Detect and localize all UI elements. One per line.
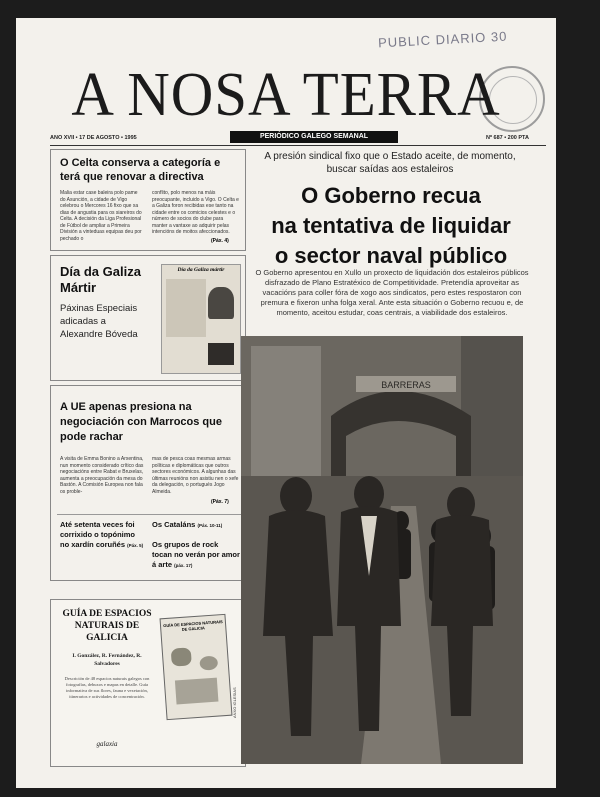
masthead-title: A NOSA TERRA (71, 61, 501, 129)
galiza-martir-text: Páxinas Especiais adicadas a Alexandre Bóveda (60, 303, 138, 340)
toponimo-page-ref: (Páx. 5) (127, 543, 144, 548)
newspaper-page (16, 18, 556, 788)
thumbnail-article (166, 279, 206, 337)
special-pages-thumbnail[interactable] (161, 264, 241, 374)
lead-headline-line2: na tentativa de liquidar (271, 213, 511, 238)
ue-page-ref[interactable]: (Páx. 7) (211, 499, 229, 505)
lead-headline-line1: O Goberno recua (301, 183, 481, 208)
ad-title: GUÍA DE ESPACIOS NATURAIS DE GALICIA (62, 609, 152, 643)
celta-page-ref[interactable]: (Páx. 4) (211, 238, 229, 244)
issue-date: ANO XVII • 17 DE AGOSTO • 1995 (50, 135, 137, 141)
rock-text: Os grupos de rock tocan no verán por amor á arte (152, 540, 240, 569)
book-advert[interactable] (50, 599, 246, 767)
protest-march-image (241, 336, 523, 764)
catalans-text: Os Cataláns (152, 520, 196, 529)
galiza-martir-box (50, 255, 246, 381)
book-cover (160, 614, 233, 720)
ad-description: Descrición de 48 espacios naturais galegos con fotografías, debuxos e mapas en detalle. Guía informativa de sus flores, fauna e vexetación, itinerarios e actividades de concentración. (64, 676, 150, 699)
archive-stamp: PUBLIC DIARIO 30 (377, 28, 508, 51)
ue-marrocos-box (50, 385, 246, 581)
ue-headline[interactable]: A UE apenas presiona na negociación con Marrocos que pode rachar (60, 401, 222, 443)
ad-authors: I. González, R. Fernández, R. Salvadores (72, 653, 142, 667)
toponimo-teaser[interactable] (60, 520, 144, 551)
portrait-image (208, 287, 234, 319)
masthead-rule (50, 145, 546, 146)
photo-credit: ANXO IGLESIAS (232, 687, 237, 718)
rock-teaser[interactable] (152, 540, 240, 571)
divider (57, 514, 241, 515)
celta-headline[interactable]: O Celta conserva a categoría e terá que renovar a directiva (60, 157, 221, 183)
thumbnail-title: Día da Galiza mártir (177, 267, 225, 273)
issue-price: Nº 687 • 200 PTA (486, 135, 529, 141)
toponimo-text: Até setenta veces foi corrixido o topónimo no xardín coruñés (60, 520, 135, 549)
publisher-logo: galaxia (96, 740, 118, 748)
celta-text-col2: conflito, polo menos na máis preocupante, incluido a Vigo. O Celta e a Galiza foron recibidas ese tanto na cidade entre os comicios celestes e o número de socios do clube para manter a vantaxe ao adquirir pelas intencións de moitos afeccionados. (152, 190, 239, 235)
catalans-teaser[interactable] (152, 520, 240, 531)
landscape-illustration (175, 678, 219, 705)
celta-text-col1: Malia estar case baleira polo pame do Asunción, a cidade de Vigo celebrou o Mercores 16 fixo que xa dias de angustia para os siareiros do Celta. A decisión da Liga Profesional de Fútbol de ampliar a Primeira División a vinteduas equipas deu por pechado o (60, 190, 142, 242)
ue-text-col1: A visita de Emma Bonino a Arxentina, nun momento considerado crítico das negociacións entre Rabat e Bruxelas, aumenta a preocupación da mesa do Bastón. A Comisión Europea non fala os proble- (60, 456, 144, 495)
lead-body: O Goberno apresentou en Xullo un proxecto de liquidación dos estaleiros públicos disfrazado de Plano Estratéxico de Competitividade. Pretendía aproveitar as vacacións para coller fóra de xogo aos sindicatos, pero estes respostaron con premura e fixeron unha folga xeral. Ante esta situación o Goberno recuou e, de momento, aceitou estudar, coas centrais, a viabilidade dos estaleiros. (255, 268, 529, 317)
plant-illustration (171, 647, 192, 666)
book-cover-title: GUÍA DE ESPACIOS NATURAIS DE GALICIA (163, 619, 223, 632)
arch-sign-text: BARRERAS (381, 380, 431, 390)
thumbnail-image (208, 343, 234, 365)
galiza-martir-headline[interactable]: Día da Galiza Mártir (60, 264, 141, 295)
shipyard-workers-photo[interactable] (241, 336, 523, 764)
rock-page-ref: (páx. 17) (174, 563, 193, 568)
lead-kicker: A presión sindical fixo que o Estado aceite, de momento, buscar saídas aos estaleiros (264, 151, 516, 175)
catalans-page-ref: (Páx. 10-11) (197, 523, 223, 528)
lead-headline-line3: o sector naval público (274, 243, 508, 268)
ue-text-col2: mas de pesca coas mesmas armas políticas e diplomáticas que outros sectores económicos. A algunhas das últimas reunións non asistiu nen o xefe da delegación, o portugués Jogo Almeida. (152, 456, 239, 495)
bird-illustration (199, 655, 218, 670)
publication-tagline: PERIÓDICO GALEGO SEMANAL (230, 131, 398, 143)
lead-headline[interactable] (246, 181, 536, 271)
celta-box (50, 149, 246, 251)
